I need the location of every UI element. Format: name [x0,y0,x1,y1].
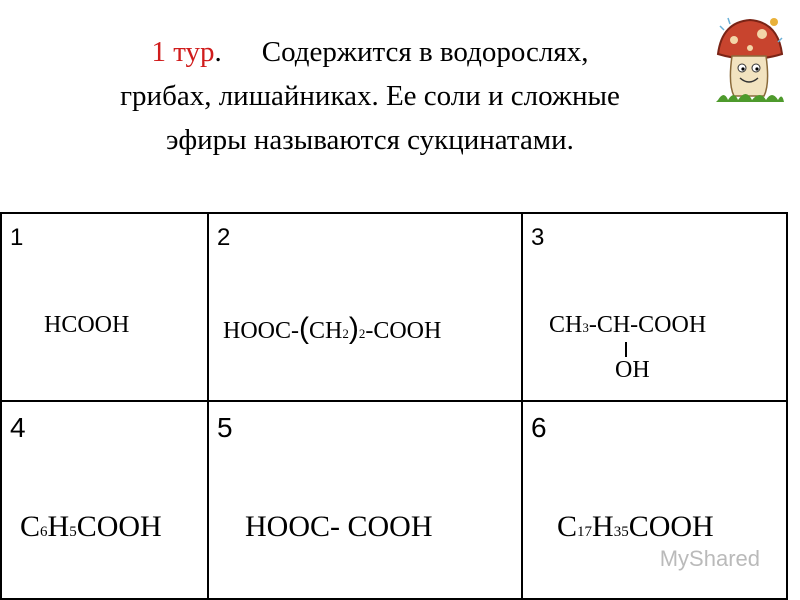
formula-stearic-acid [557,510,714,544]
cell-number: 1 [10,224,24,251]
formula-benzoic-acid [20,510,162,544]
formula-part: H [592,510,614,543]
title-line-2: грибах, лишайниках. Ее соли и сложные [120,80,620,112]
formula-formic-acid: HCOOH [44,312,130,338]
formula-subscript: 6 [40,524,48,540]
formula-part: CH [309,318,343,344]
formula-table [0,212,788,600]
formula-part: -COOH [365,318,442,344]
cell-number: 2 [217,224,231,251]
formula-part: H [47,510,70,543]
formula-part: CH [549,312,583,338]
cell-number: 3 [531,224,545,251]
cell-1 [1,213,208,401]
cell-4 [1,401,208,599]
formula-part: HOOC- [223,318,299,344]
formula-subscript: 35 [613,524,629,540]
cell-2 [208,213,522,401]
formula-succinic-acid [223,312,441,346]
cell-number: 5 [217,412,233,443]
formula-paren: ( [299,312,309,345]
formula-subscript: 17 [577,524,593,540]
formula-part: COOH [628,510,714,543]
formula-part: COOH [76,510,162,543]
cell-number: 6 [531,412,547,443]
cell-3 [522,213,787,401]
mushroom-clipart-icon [712,12,788,104]
formula-lactic-acid [549,312,706,339]
formula-subscript: 2 [342,326,349,341]
title-line-1 [20,30,720,74]
formula-subscript: 5 [69,524,77,540]
formula-subscript: 2 [358,326,366,341]
watermark-text: MyShared [659,546,760,571]
tour-dot: . [214,36,222,68]
formula-oxalic-acid: HOOC- COOH [245,510,433,543]
formula-part: -CH-COOH [588,312,707,338]
formula-subscript: 3 [582,320,589,335]
formula-part: C [557,510,578,543]
formula-hydroxyl: OH [615,357,650,383]
formula-paren: ) [348,312,359,345]
title-text-1: Содержится в водорослях, [261,36,589,68]
tour-label: 1 тур [151,36,215,68]
formula-part: C [20,510,41,543]
cell-number: 4 [10,412,26,443]
slide-title [20,30,720,162]
cell-5 [208,401,522,599]
bond-line [625,342,627,357]
title-line-3: эфиры называются сукцинатами. [166,124,574,156]
